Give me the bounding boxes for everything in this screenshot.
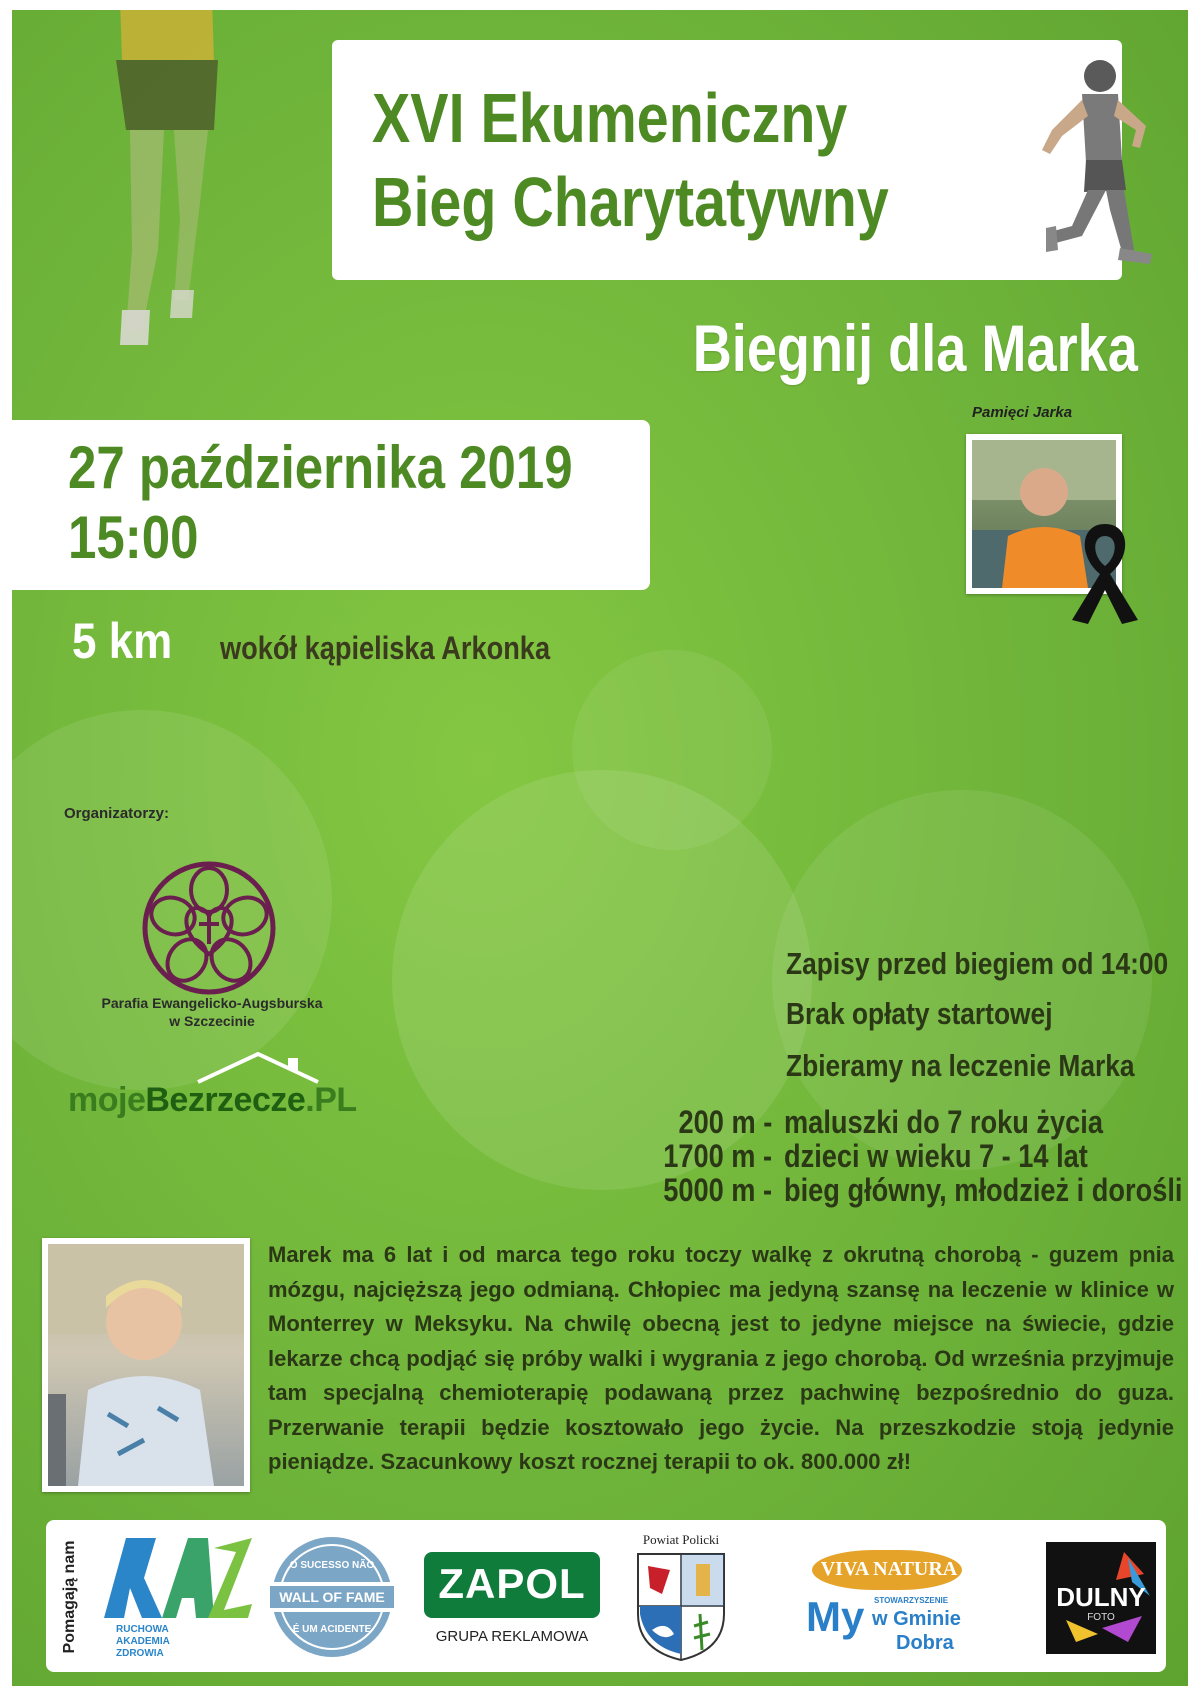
dulny-sub: FOTO [1087,1612,1115,1623]
wof-main-text: WALL OF FAME [279,1589,385,1605]
sponsor-dulny-foto-logo [1046,1542,1156,1654]
info-registration: Zapisy przed biegiem od 14:00 [786,946,1169,981]
event-date: 27 października 2019 [68,434,573,501]
bg-blur-shape [572,650,772,850]
race-length: 1700 m - [663,1138,772,1174]
race-row [612,1138,1172,1174]
wof-bottom-text: É UM ACIDENTE [292,1624,372,1635]
moje-part: moje [68,1081,146,1119]
zapol-name: ZAPOL [438,1560,586,1607]
my-line2: Dobra [896,1632,954,1654]
raz-line1: RUCHOWA [116,1624,169,1635]
raz-line2: AKADEMIA [116,1636,170,1647]
race-description: maluszki do 7 roku życia [784,1104,1103,1140]
raz-letters-graphic [96,1532,256,1622]
church-name-line1: Parafia Ewangelicko-Augsburska [101,995,323,1011]
my-small-text: STOWARZYSZENIE [874,1596,949,1605]
title-line-1: XVI Ekumeniczny [372,79,848,157]
info-fundraising: Zbieramy na leczenie Marka [786,1048,1135,1083]
sponsors-bar [46,1520,1166,1672]
sponsor-powiat-logo [626,1532,736,1662]
boy-photo [42,1238,250,1492]
race-description: bieg główny, młodzież i dorośli [784,1172,1183,1208]
race-length: 5000 m - [663,1172,772,1208]
organizers-label: Organizatorzy: [64,805,170,822]
bezrzecze-part: Bezrzecze [145,1081,306,1119]
church-name [82,994,342,1030]
moje-bezrzecze-text [68,1081,357,1120]
powiat-name: Powiat Policki [642,1532,720,1547]
church-name-line2: w Szczecinie [169,1013,255,1029]
runner-man-graphic [1022,50,1172,280]
sponsors-label [58,1538,82,1656]
sponsor-wall-of-fame-logo [262,1532,402,1662]
race-length: 200 m - [678,1104,772,1140]
powiat-coat-of-arms [626,1550,736,1662]
info-no-fee: Brak opłaty startowej [786,996,1053,1031]
event-time: 15:00 [68,504,199,571]
memorial-label: Pamięci Jarka [972,404,1073,421]
zapol-sub: GRUPA REKLAMOWA [435,1628,589,1645]
sponsor-my-w-gminie-dobra-logo [806,1594,976,1664]
poster [12,10,1188,1686]
date-box [12,420,650,590]
my-letters: My [806,1593,865,1640]
event-location: wokół kąpieliska Arkonka [220,630,551,666]
viva-name: VIVA NATURA [820,1558,958,1580]
runner-legs-graphic [102,10,232,360]
sponsor-viva-natura-logo [806,1532,972,1592]
wof-top-text: O SUCESSO NÃO [289,1560,375,1571]
luther-rose-logo [139,858,279,998]
raz-line3: ZDROWIA [116,1648,164,1659]
boy-portrait-graphic [48,1244,244,1486]
house-roof-icon [68,1050,368,1084]
story-text: Marek ma 6 lat i od marca tego roku toczy walkę z okrutną chorobą - guzem pnia mózgu, najcięższą jego odmianą. Chłopiec ma jedyną szansę na leczenie w klinice w Monterrey w Meksyku. Na chwilę obecną jest to jedyne miejsce na świecie, gdzie lekarze chcą podjąć się próby walki i wygrania z jego chorobą. Od września przyjmuje tam specjalną chemioterapię podawaną przez pachwinę bezpośrednio do guza. Przerwanie terapii będzie kosztowało jego życie. Na przeszkodzie stoją jedynie pieniądze. Szacunkowy koszt rocznej terapii to ok. 800.000 zł! [268,1242,1174,1474]
subtitle: Biegnij dla Marka [692,311,1138,385]
event-distance: 5 km [72,613,173,669]
pl-part: .PL [305,1081,357,1119]
race-row [612,1104,1172,1140]
sponsor-raz-logo [96,1532,256,1662]
sponsors-label-text: Pomagają nam [61,1540,78,1654]
moje-bezrzecze-logo [68,1050,368,1120]
title-line-2: Bieg Charytatywny [372,163,889,241]
race-description: dzieci w wieku 7 - 14 lat [784,1138,1088,1174]
dulny-name: DULNY [1056,1582,1146,1612]
race-row [612,1172,1183,1208]
title-box [332,40,1122,280]
my-line1: w Gminie [872,1608,961,1630]
sponsor-zapol-logo [424,1532,600,1662]
mourning-ribbon-icon [1060,516,1150,626]
